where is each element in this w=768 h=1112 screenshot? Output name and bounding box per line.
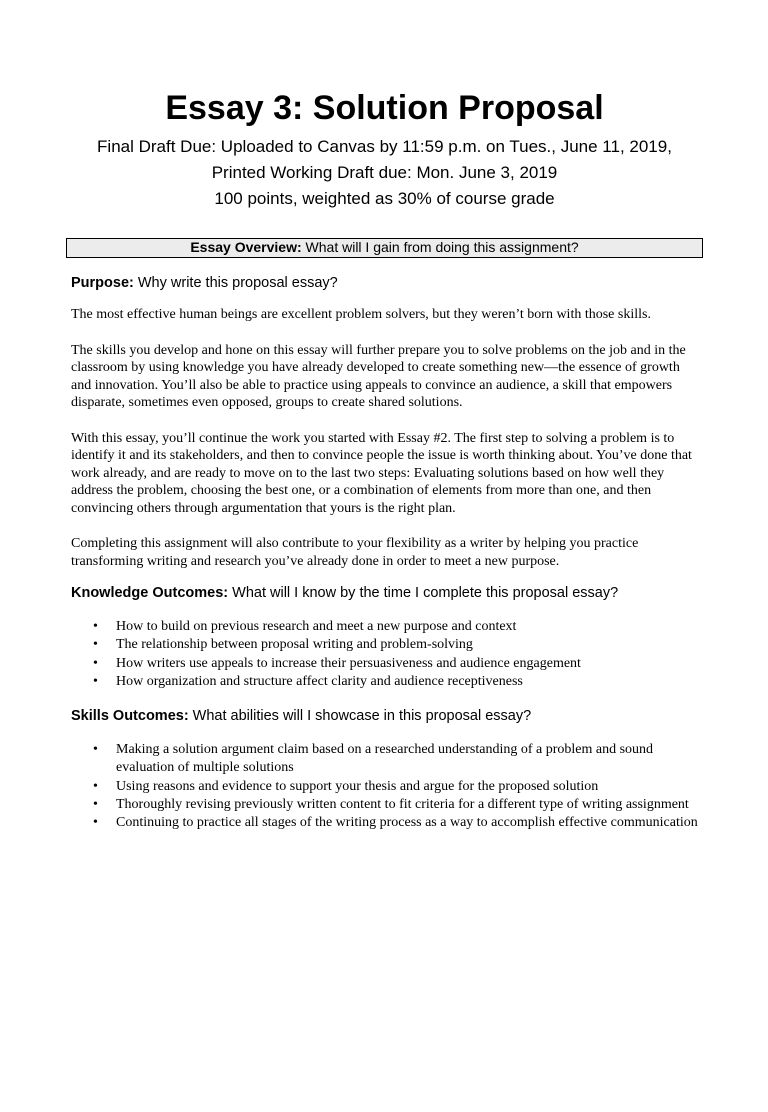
essay-overview-box	[66, 238, 703, 258]
skills-question: What abilities will I showcase in this proposal essay?	[188, 708, 532, 725]
overview-question: What will I gain from doing this assignment?	[301, 239, 579, 255]
final-draft-due: Final Draft Due: Uploaded to Canvas by 11:59 p.m. on Tues., June 11, 2019,	[97, 137, 672, 156]
knowledge-label: Knowledge Outcomes:	[71, 585, 229, 601]
overview-label: Essay Overview:	[190, 239, 302, 255]
purpose-paragraph: With this essay, you’ll continue the work you started with Essay #2. The first step to solving a problem is to identify it and its stakeholders, and then to convince people the issue is worth thinking about. You’ve done that work already, and are ready to move on to the last two steps: Evaluating solutions based on how well they address the problem, choosing the best one, or a combination of elements from more than one, and then convincing others through argumentation that yours is the right plan.	[71, 430, 692, 516]
purpose-heading	[71, 274, 698, 292]
skills-label: Skills Outcomes:	[71, 708, 189, 725]
purpose-paragraph: Completing this assignment will also contribute to your flexibility as a writer by helping you practice transforming writing and research you’ve already done in order to meet a new purpose.	[71, 536, 639, 569]
skills-heading	[71, 707, 698, 725]
purpose-paragraph: The most effective human beings are excellent problem solvers, but they weren’t born with those skills.	[71, 307, 651, 322]
page-title: Essay 3: Solution Proposal	[165, 89, 604, 127]
knowledge-question: What will I know by the time I complete this proposal essay?	[228, 585, 619, 601]
list-item: • How to build on previous research and meet a new purpose and context	[116, 618, 698, 636]
list-item: • How organization and structure affect clarity and audience receptiveness	[116, 673, 698, 691]
purpose-label: Purpose:	[71, 275, 134, 291]
knowledge-heading	[71, 584, 698, 602]
working-draft-due: Printed Working Draft due: Mon. June 3, 2019	[211, 163, 558, 182]
document-page	[0, 88, 768, 1112]
list-item: • Making a solution argument claim based on a researched understanding of a problem and sound evaluation of multiple solutions	[116, 741, 698, 778]
skills-outcomes-list	[71, 741, 698, 832]
list-item: • The relationship between proposal writing and problem-solving	[116, 636, 698, 654]
knowledge-outcomes-list	[71, 618, 698, 691]
list-item: • Continuing to practice all stages of the writing process as a way to accomplish effective communication	[116, 814, 698, 832]
points-weighting: 100 points, weighted as 30% of course grade	[214, 189, 555, 208]
list-item: • Using reasons and evidence to support your thesis and argue for the proposed solution	[116, 778, 698, 796]
purpose-paragraph: The skills you develop and hone on this essay will further prepare you to solve problems on the job and in the classroom by using knowledge you have already developed to create something new—the essence of growth and innovation. You’ll also be able to practice using appeals to convince an audience, a skill that empowers disparate, sometimes even opposed, groups to create shared solutions.	[71, 342, 686, 410]
list-item: • Thoroughly revising previously written content to fit criteria for a different type of writing assignment	[116, 796, 698, 814]
purpose-question: Why write this proposal essay?	[133, 275, 338, 291]
list-item: • How writers use appeals to increase their persuasiveness and audience engagement	[116, 655, 698, 673]
